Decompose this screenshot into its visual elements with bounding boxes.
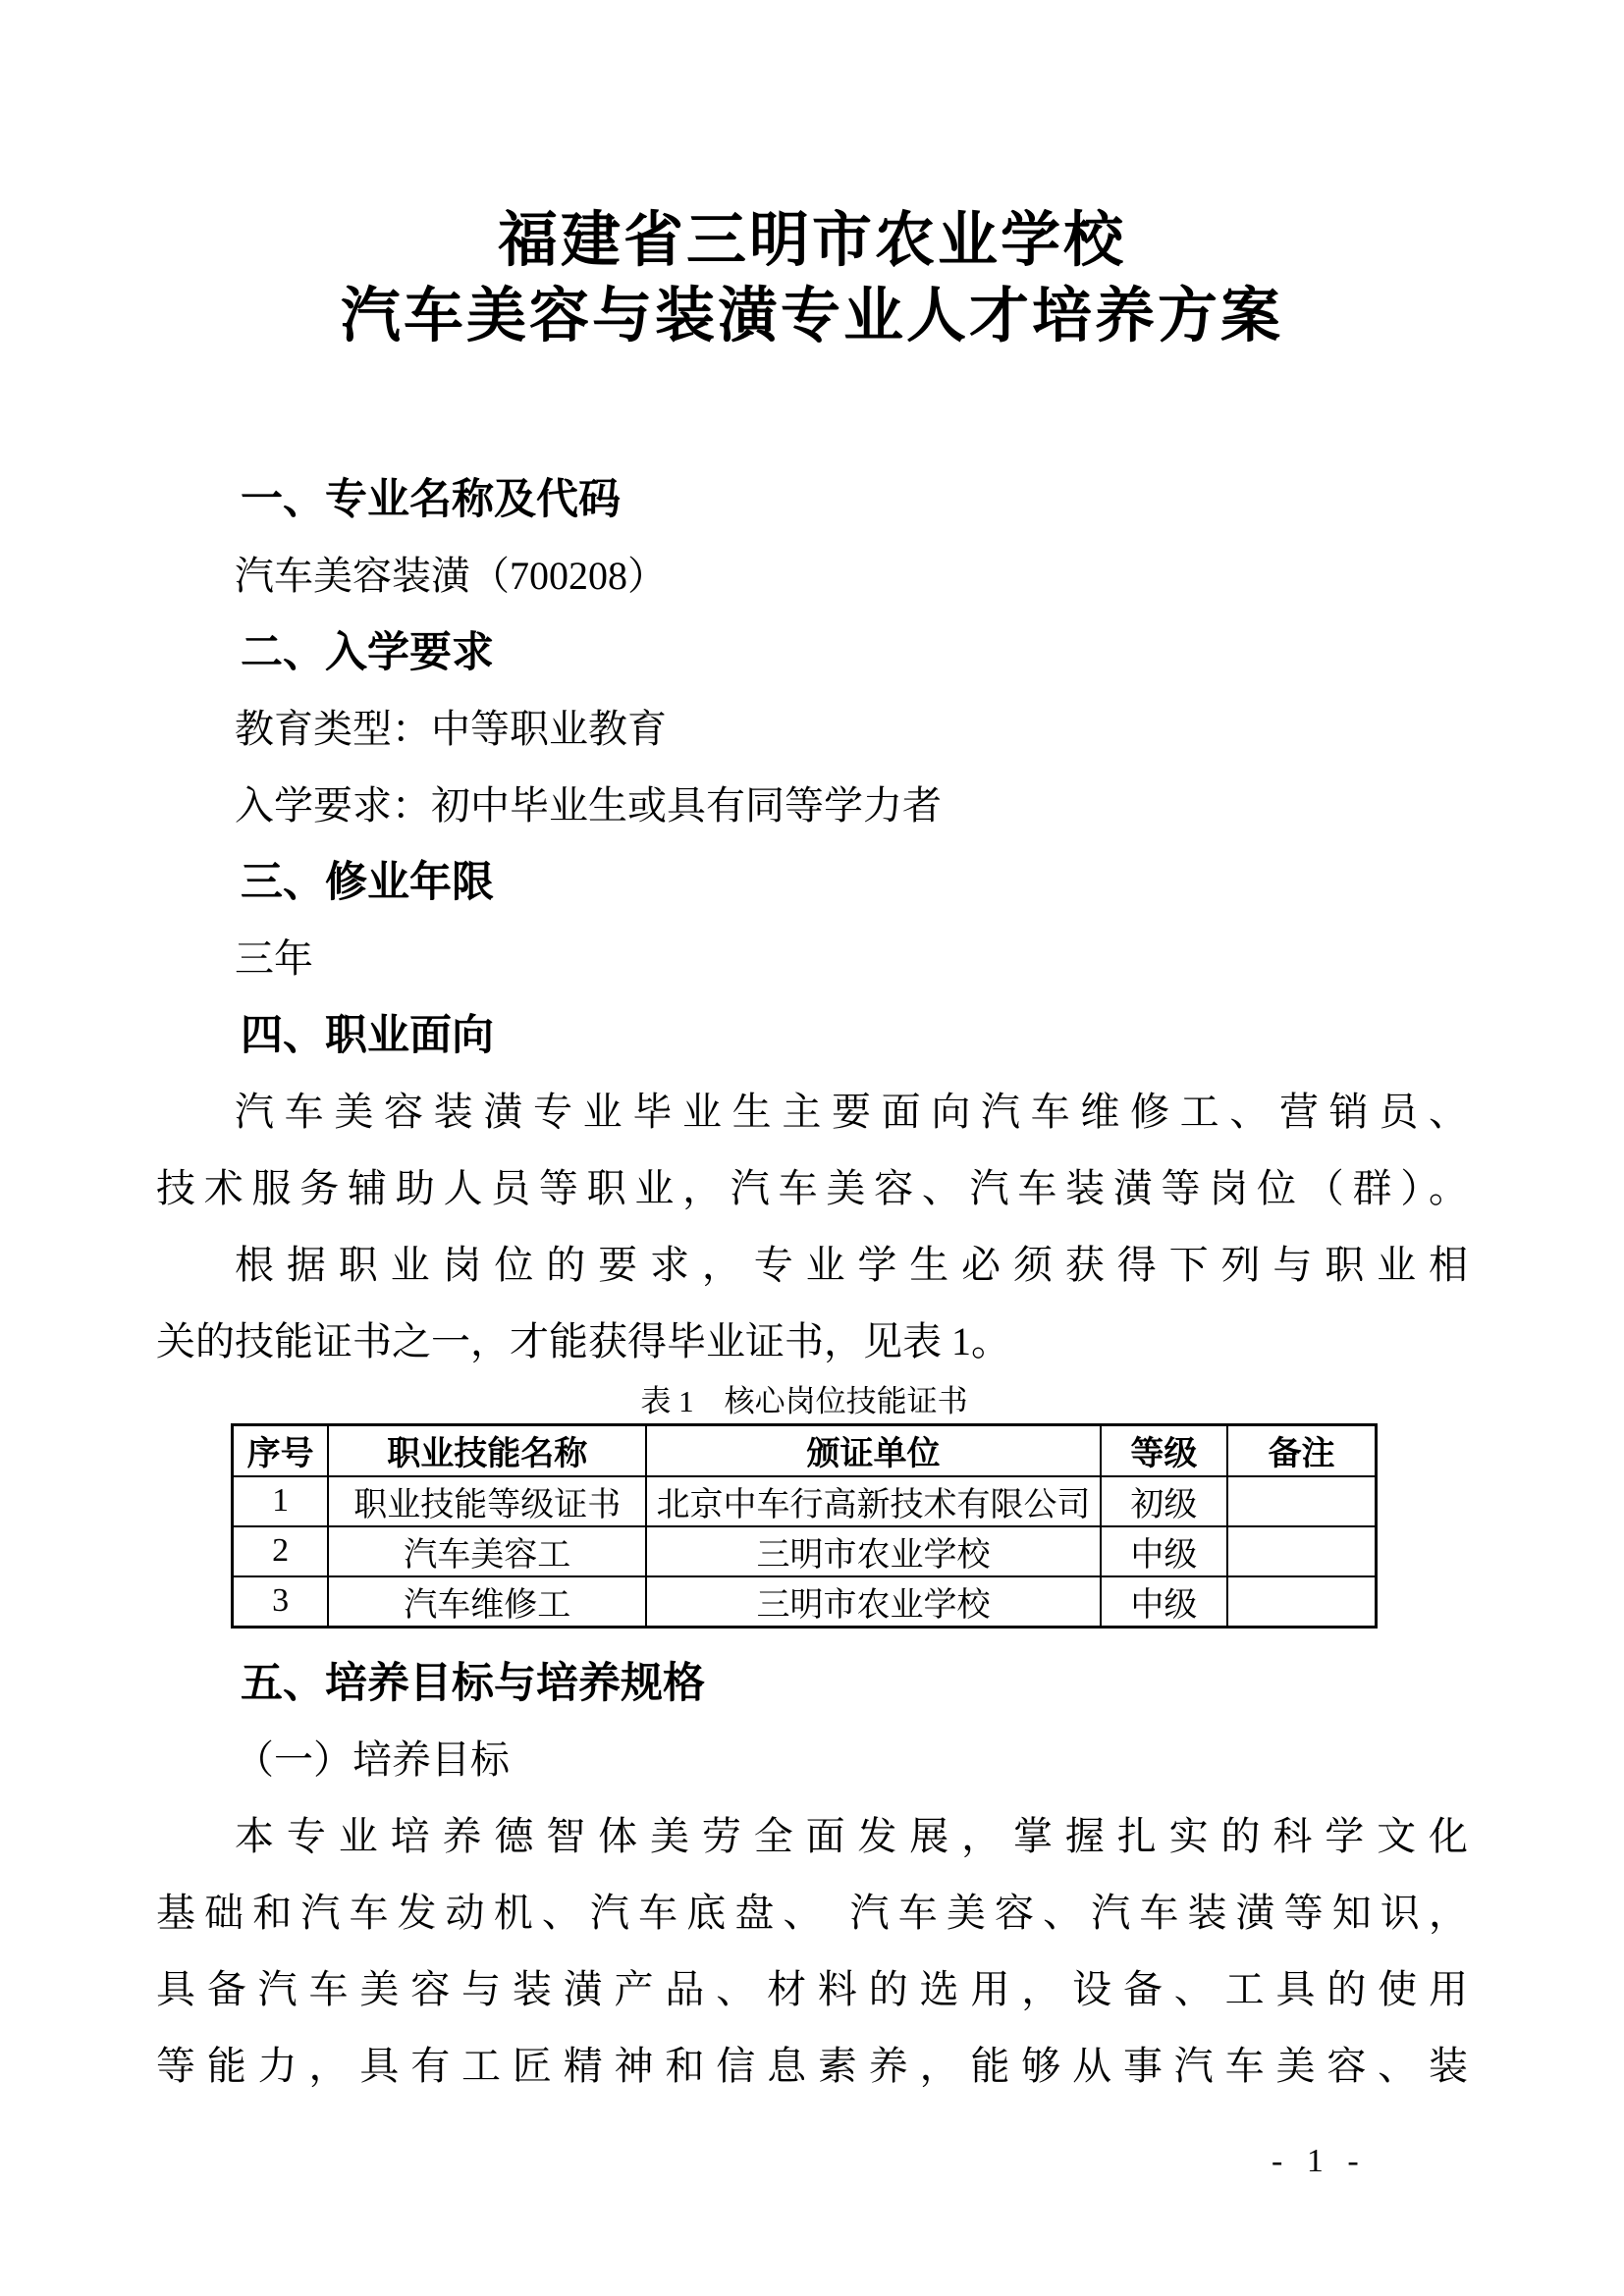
cell-skill-name: 汽车维修工 [328,1576,646,1628]
section1-body: 汽车美容装潢（700208） [235,554,667,598]
section2-body-entry-requirement: 入学要求：初中毕业生或具有同等学力者 [235,783,942,828]
page-number: - 1 - [1272,2143,1367,2179]
table-caption: 表 1 核心岗位技能证书 [640,1384,968,1418]
paragraph3-line1: 本专业培养德智体美劳全面发展，掌握扎实的科学文化 [235,1813,1468,1858]
header-cell-skill-name: 职业技能名称 [328,1425,646,1476]
section-heading-5: 五、培养目标与培养规格 [241,1659,705,1707]
paragraph1-line2: 技术服务辅助人员等职业，汽车美容、汽车装潢等岗位（群）。 [156,1166,1468,1210]
cell-index: 3 [233,1576,329,1628]
cell-remark [1227,1526,1376,1576]
cell-index: 2 [233,1526,329,1576]
paragraph3-line4: 等能力，具有工匠精神和信息素养，能够从事汽车美容、装 [156,2043,1468,2088]
cell-level: 中级 [1101,1576,1227,1628]
header-cell-issuer: 颁证单位 [646,1425,1101,1476]
table-section [231,1380,1378,1629]
header-cell-index: 序号 [233,1425,329,1476]
section-heading-2: 二、入学要求 [241,629,494,676]
cell-level: 中级 [1101,1526,1227,1576]
document-title [156,0,1468,353]
cell-issuer: 三明市农业学校 [646,1576,1101,1628]
header-cell-remark: 备注 [1227,1425,1376,1476]
section2-body-education-type: 教育类型：中等职业教育 [235,707,667,751]
section-heading-3: 三、修业年限 [241,859,494,906]
cell-skill-name: 汽车美容工 [328,1526,646,1576]
paragraph3-line2: 基础和汽车发动机、汽车底盘、 汽车美容、汽车装潢等知识， [156,1890,1468,1935]
document-content [156,0,1468,2105]
cell-index: 1 [233,1476,329,1526]
header-cell-level: 等级 [1101,1425,1227,1476]
section-heading-1: 一、专业名称及代码 [241,476,621,523]
section5-subheading: （一）培养目标 [235,1736,510,1782]
table-header-row [233,1425,1377,1476]
paragraph1-line1: 汽车美容装潢专业毕业生主要面向汽车维修工、营销员、 [235,1090,1468,1134]
table-row [233,1576,1377,1628]
cell-skill-name: 职业技能等级证书 [328,1476,646,1526]
cell-remark [1227,1576,1376,1628]
table-row [233,1526,1377,1576]
cell-level: 初级 [1101,1476,1227,1526]
section3-body-duration: 三年 [235,936,313,981]
paragraph2-line1: 根据职业岗位的要求，专业学生必须获得下列与职业相 [235,1243,1468,1287]
title-line-1: 福建省三明市农业学校 [497,206,1126,273]
paragraph2-line2: 关的技能证书之一，才能获得毕业证书，见表 1。 [156,1319,1010,1363]
skills-certificate-table [231,1423,1378,1629]
paragraph3-line3: 具备汽车美容与装潢产品、材料的选用，设备、工具的使用 [156,1966,1468,2011]
section-heading-4: 四、职业面向 [241,1012,494,1059]
cell-issuer: 北京中车行高新技术有限公司 [646,1476,1101,1526]
cell-remark [1227,1476,1376,1526]
table-row [233,1476,1377,1526]
title-line-2: 汽车美容与装潢专业人才培养方案 [340,282,1283,348]
cell-issuer: 三明市农业学校 [646,1526,1101,1576]
